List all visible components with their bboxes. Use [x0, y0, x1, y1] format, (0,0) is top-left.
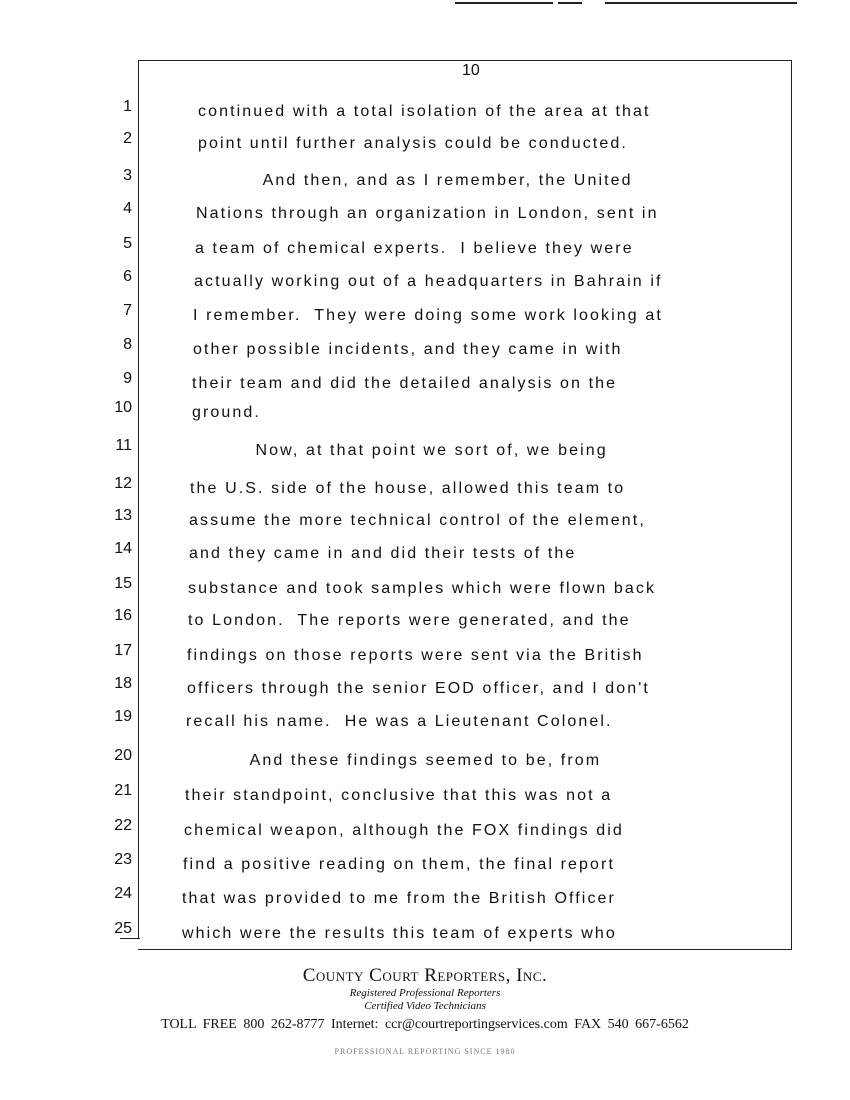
frame-bottom-rule — [120, 938, 140, 939]
line-number: 11 — [115, 437, 132, 454]
transcript-line: I remember. They were doing some work looking at — [193, 307, 663, 324]
line-number-rule — [138, 60, 139, 938]
footer — [0, 965, 850, 1056]
scan-mark — [605, 2, 797, 4]
line-number: 19 — [114, 708, 132, 725]
transcript-line: And these findings seemed to be, from — [185, 752, 602, 769]
line-number: 15 — [114, 575, 132, 592]
transcript-line: And then, and as I remember, the United — [198, 172, 633, 189]
transcript-line: point until further analysis could be conducted. — [198, 135, 628, 152]
line-number: 9 — [123, 370, 132, 387]
company-name: County Court Reporters, Inc. — [302, 965, 548, 986]
page-frame — [138, 60, 792, 950]
transcript-line: other possible incidents, and they came in with — [193, 341, 623, 358]
line-number: 7 — [123, 302, 132, 319]
line-number: 4 — [123, 200, 132, 217]
transcript-line: to London. The reports were generated, and the — [188, 612, 631, 629]
transcript-line: their team and did the detailed analysis on the — [192, 375, 618, 392]
line-number: 14 — [114, 540, 132, 557]
scan-mark — [455, 2, 553, 4]
transcript-line: actually working out of a headquarters in Bahrain if — [194, 273, 663, 290]
line-number: 23 — [114, 851, 132, 868]
line-number: 22 — [114, 817, 132, 834]
transcript-line: a team of chemical experts. I believe they were — [195, 240, 634, 257]
line-number: 25 — [114, 920, 132, 937]
line-number: 16 — [114, 607, 132, 624]
transcript-line: Nations through an organization in London, sent in — [196, 205, 659, 222]
line-number: 5 — [123, 235, 132, 252]
transcript-line: ground. — [192, 404, 261, 421]
line-number: 10 — [114, 399, 132, 416]
transcript-line: that was provided to me from the British Officer — [182, 890, 616, 907]
line-number: 17 — [114, 642, 132, 659]
transcript-line: which were the results this team of experts who — [182, 925, 617, 942]
transcript-line: their standpoint, conclusive that this was not a — [185, 787, 613, 804]
line-number: 20 — [114, 747, 132, 764]
line-number: 12 — [114, 475, 132, 492]
scan-mark — [558, 2, 582, 4]
transcript-line: find a positive reading on them, the final report — [183, 856, 615, 873]
transcript-line: continued with a total isolation of the area at that — [198, 103, 651, 120]
line-number: 8 — [123, 336, 132, 353]
line-number: 6 — [123, 268, 132, 285]
contact-info: TOLL FREE 800 262-8777 Internet: ccr@courtreportingservices.com FAX 540 667-6562 — [161, 1017, 689, 1032]
line-number: 2 — [123, 130, 132, 147]
line-number: 18 — [114, 675, 132, 692]
transcript-line: assume the more technical control of the element, — [189, 512, 646, 529]
transcript-line: substance and took samples which were flown back — [188, 580, 657, 597]
tagline: Certified Video Technicians — [364, 1000, 486, 1012]
tagline: Registered Professional Reporters — [349, 987, 501, 999]
transcript-line: the U.S. side of the house, allowed this team to — [190, 480, 626, 497]
line-number: 1 — [123, 98, 132, 115]
transcript-line: findings on those reports were sent via the British — [187, 647, 644, 664]
line-number: 21 — [114, 782, 132, 799]
transcript-line: Now, at that point we sort of, we being — [190, 442, 608, 459]
transcript-line: and they came in and did their tests of the — [189, 545, 577, 562]
transcript-line: recall his name. He was a Lieutenant Colonel. — [186, 713, 613, 730]
line-number: 24 — [114, 885, 132, 902]
footer-slogan: PROFESSIONAL REPORTING SINCE 1980 — [334, 1047, 516, 1056]
transcript-line: officers through the senior EOD officer, and I don't — [187, 680, 650, 697]
line-number: 3 — [123, 167, 132, 184]
page-number: 10 — [462, 62, 480, 79]
transcript-line: chemical weapon, although the FOX findings did — [184, 822, 624, 839]
line-number: 13 — [114, 507, 132, 524]
